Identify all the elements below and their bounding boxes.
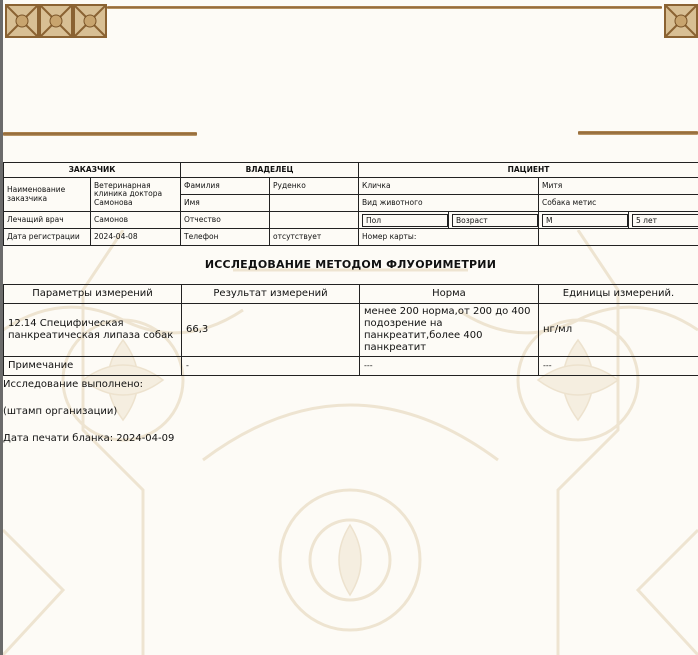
column-header-norm: Норма [360,285,539,304]
owner-phone-value: отсутствует [270,229,359,246]
info-table [3,162,698,246]
patient-nickname-label: Кличка [359,178,539,195]
parameter-cell: 12.14 Специфическая панкреатическая липаза собак [4,304,182,357]
note-result: - [182,357,360,376]
column-header-result: Результат измерений [182,285,360,304]
owner-patronymic-value [270,212,359,229]
result-cell: 66,3 [182,304,360,357]
patient-age-value-cell [629,212,698,229]
patient-age-value: 5 лет [632,214,698,227]
results-table [3,284,698,376]
customer-name-value: Ветеринарная клиника доктора Самонова [91,178,181,212]
column-header-unit: Единицы измерений. [539,285,698,304]
left-gold-rule [3,132,197,136]
patient-header: ПАЦИЕНТ [359,163,698,178]
study-title: ИССЛЕДОВАНИЕ МЕТОДОМ ФЛУОРИМЕТРИИ [204,258,497,271]
stamp-text: (штамп организации) [3,406,118,417]
unit-cell: нг/мл [539,304,698,357]
patient-age-label-cell [449,212,539,229]
corner-ornament-left [5,4,39,38]
corner-ornament-left-3 [73,4,107,38]
patient-sex-label: Пол [362,214,448,227]
owner-phone-label: Телефон [181,229,270,246]
note-label: Примечание [4,357,182,376]
reg-date-label: Дата регистрации [4,229,91,246]
reg-date-value: 2024-04-08 [91,229,181,246]
owner-surname-value: Руденко [270,178,359,195]
customer-name-label: Наименование заказчика [4,178,91,212]
owner-patronymic-label: Отчество [181,212,270,229]
customer-header: ЗАКАЗЧИК [4,163,181,178]
note-row [4,357,698,376]
patient-sex-label-cell [359,212,449,229]
performed-by-text: Исследование выполнено: [3,379,143,390]
patient-sex-value: М [542,214,628,227]
owner-surname-label: Фамилия [181,178,270,195]
patient-card-value [539,229,698,246]
right-gold-rule [578,131,698,135]
lab-report-page [3,0,698,655]
owner-first-name-value [270,195,359,212]
corner-ornament-right [664,4,698,38]
patient-species-label: Вид животного [359,195,539,212]
top-gold-rule [107,6,662,9]
column-header-parameter: Параметры измерений [4,285,182,304]
norm-cell: менее 200 норма,от 200 до 400 подозрение на панкреатит,более 400 панкреатит [360,304,539,357]
owner-first-name-label: Имя [181,195,270,212]
note-unit: --- [539,357,698,376]
doctor-label: Лечащий врач [4,212,91,229]
patient-age-label: Возраст [452,214,538,227]
patient-nickname-value: Митя [539,178,698,195]
patient-species-value: Собака метис [539,195,698,212]
patient-sex-value-cell [539,212,629,229]
patient-card-label: Номер карты: [359,229,539,246]
note-norm: --- [360,357,539,376]
corner-ornament-left-2 [39,4,73,38]
print-date-text: Дата печати бланка: 2024-04-09 [3,433,175,444]
owner-header: ВЛАДЕЛЕЦ [181,163,359,178]
doctor-value: Самонов [91,212,181,229]
table-row [4,304,698,357]
